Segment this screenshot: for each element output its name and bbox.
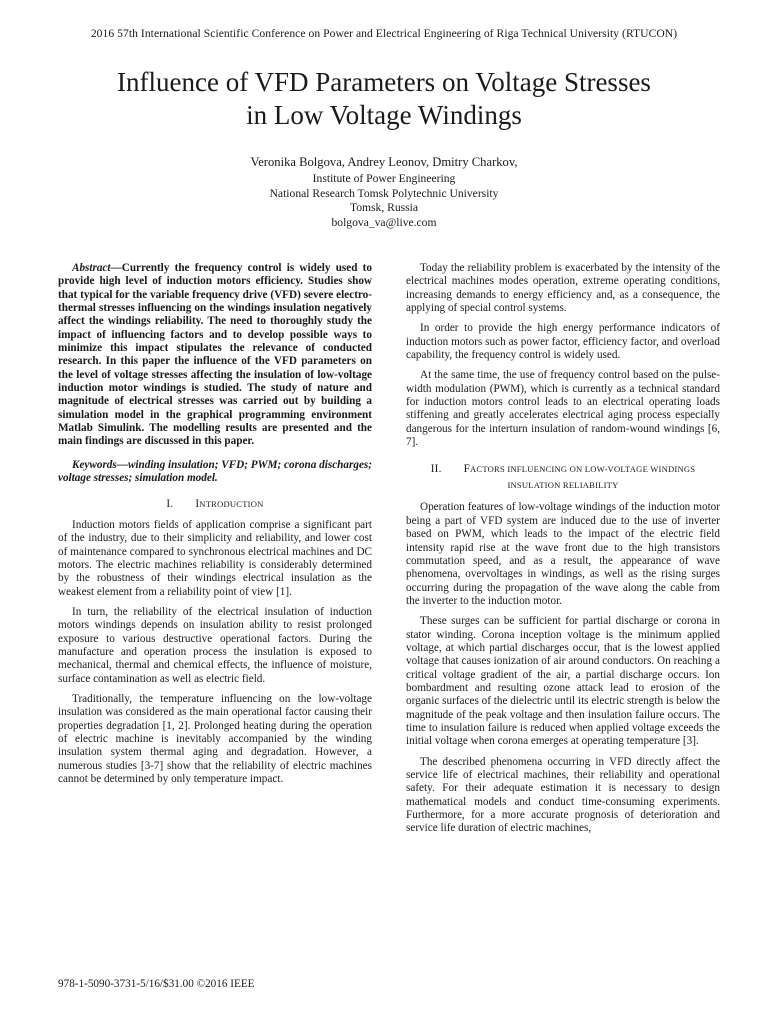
affiliation (0, 172, 768, 230)
section-1-number: I. (166, 497, 174, 510)
section-2-paragraph: Operation features of low-voltage windings of the induction motor being a part of VFD system are induced due to the use of inverter based on PWM, which leads to the impact of the electric field intensity rapid rise at the wave front due to the high transistors commutation speed, and as a result, the appearance of wave phenomena, overvoltages in windings, as well as the rising surges occurring during the propagation of the wave along the cable from the inverter to the induction motor. (406, 501, 720, 607)
abstract-lead: Abstract (72, 262, 111, 274)
copyright-footer: 978-1-5090-3731-5/16/$31.00 ©2016 IEEE (58, 978, 255, 990)
authors: Veronika Bolgova, Andrey Leonov, Dmitry Charkov, (250, 155, 518, 169)
intro-paragraph: Today the reliability problem is exacerbated by the intensity of the electrical machines modes operation, extreme operating conditions, increasing demands to energy efficiency and, as a consequence, the applying of special control systems. (406, 262, 720, 315)
section-2-paragraph: These surges can be sufficient for partial discharge or corona in stator winding. Corona inception voltage is the minimum applied voltage, at which partial discharges occur, that is the lowest applied voltage that causes ionization of air around conductors. On reaching a critical voltage gradient of the air, a partial discharge occurs. Ion bombardment and resulting ozone attack lead to erosion of the organic surfaces of the dielectric until its electric strength is below the magnitude of the peak voltage and then insulation failure occurs. The time to insulation failure is reduced when applied voltage exceeds the initial voltage when corona emerges at operating temperature [3]. (406, 615, 720, 748)
intro-paragraph: In order to provide the high energy performance indicators of induction motors such as power factor, efficiency factor, and overload capability, the frequency control is widely used. (406, 322, 720, 362)
section-1-title-initial: I (195, 497, 200, 510)
conference-header: 2016 57th International Scientific Conference on Power and Electrical Engineering of Riga Technical University (RTUCON) (90, 27, 678, 40)
section-2-heading-line-1 (406, 461, 720, 477)
abstract (58, 262, 372, 449)
section-2-number: II. (430, 463, 442, 476)
intro-paragraph: At the same time, the use of frequency control based on the pulse-width modulation (PWM), which is currently as a technical standard for induction motors control leads to an electrical operating loads stiffening and greatly accelerates electrical aging process especially dangerous for the interturn insulation of random-wound windings [6, 7]. (406, 369, 720, 449)
section-1-paragraph: In turn, the reliability of the electrical insulation of induction motors windings depends on insulation ability to resist prolonged exposure to various destructive operational factors. During the manufacture and operation process the insulation is exposed to mechanical, thermal and chemical effects, the influence of moisture, surface contamination as well as electric field. (58, 605, 372, 685)
email: bolgova_va@live.com (331, 215, 437, 229)
section-2-title-rest: ACTORS INFLUENCING ON LOW-VOLTAGE WINDINGS (470, 464, 696, 475)
section-1-paragraph: Induction motors fields of application comprise a significant part of the industry, due to their simplicity and reliability, and lower cost of maintenance compared to synchronous electrical machines and DC motors. The electric machines reliability is considerably determined by the robustness of their windings electrical insulation as the weakest element from a reliability point of view [1]. (58, 518, 372, 598)
section-2-title-initial: F (463, 463, 471, 476)
section-1-title-rest: NTRODUCTION (199, 498, 264, 509)
title-line-2: in Low Voltage Windings (246, 100, 522, 130)
institute: Institute of Power Engineering (312, 172, 456, 185)
city: Tomsk, Russia (349, 201, 419, 214)
abstract-text: —Currently the frequency control is widely used to provide high level of induction motors efficiency. Studies show that typical for the variable frequency drive (VFD) severe electro-thermal stresses influencing on the windings insulation negatively affect the windings reliability. The need to thoroughly study the impact of influencing factors and to develop possible ways to minimize this impact stipulates the relevance of conducted research. In this paper the influence of the VFD parameters on the level of voltage stresses affecting the insulation of low-voltage induction motor windings is studied. The study of nature and magnitude of electrical stresses was carried out by building a simulation model in the graphical programming environment Matlab Simulink. The modelling results are presented and the main findings are discussed in this paper. (58, 262, 372, 448)
right-column (406, 262, 720, 843)
section-1-paragraph: Traditionally, the temperature influencing on the low-voltage insulation was considered as the main operational factor causing their properties degradation [1, 2]. Prolonged heating during the operation of electric machine is inevitably accompanied by the winding insulation system thermal aging and degradation. However, a numerous studies [3-7] show that the reliability of electric machines cannot be determined by only temperature impact. (58, 692, 372, 786)
title-line-1: Influence of VFD Parameters on Voltage Stresses (117, 67, 651, 97)
section-2-heading-line-2: INSULATION RELIABILITY (507, 480, 619, 491)
section-2-paragraph: The described phenomena occurring in VFD directly affect the service life of electrical machines, their reliability and operational safety. For their adequate estimation it is necessary to design mathematical models and conduct time-consuming experiments. Furthermore, for a more accurate prognosis of deterioration and service life duration of electric machines, (406, 755, 720, 835)
university: National Research Tomsk Polytechnic University (269, 186, 499, 200)
section-2-heading (406, 461, 720, 493)
paper-title (40, 66, 728, 132)
section-1-heading (58, 498, 372, 511)
keywords: Keywords—winding insulation; VFD; PWM; corona discharges; voltage stresses; simulation model. (58, 458, 372, 485)
left-column (58, 262, 372, 793)
